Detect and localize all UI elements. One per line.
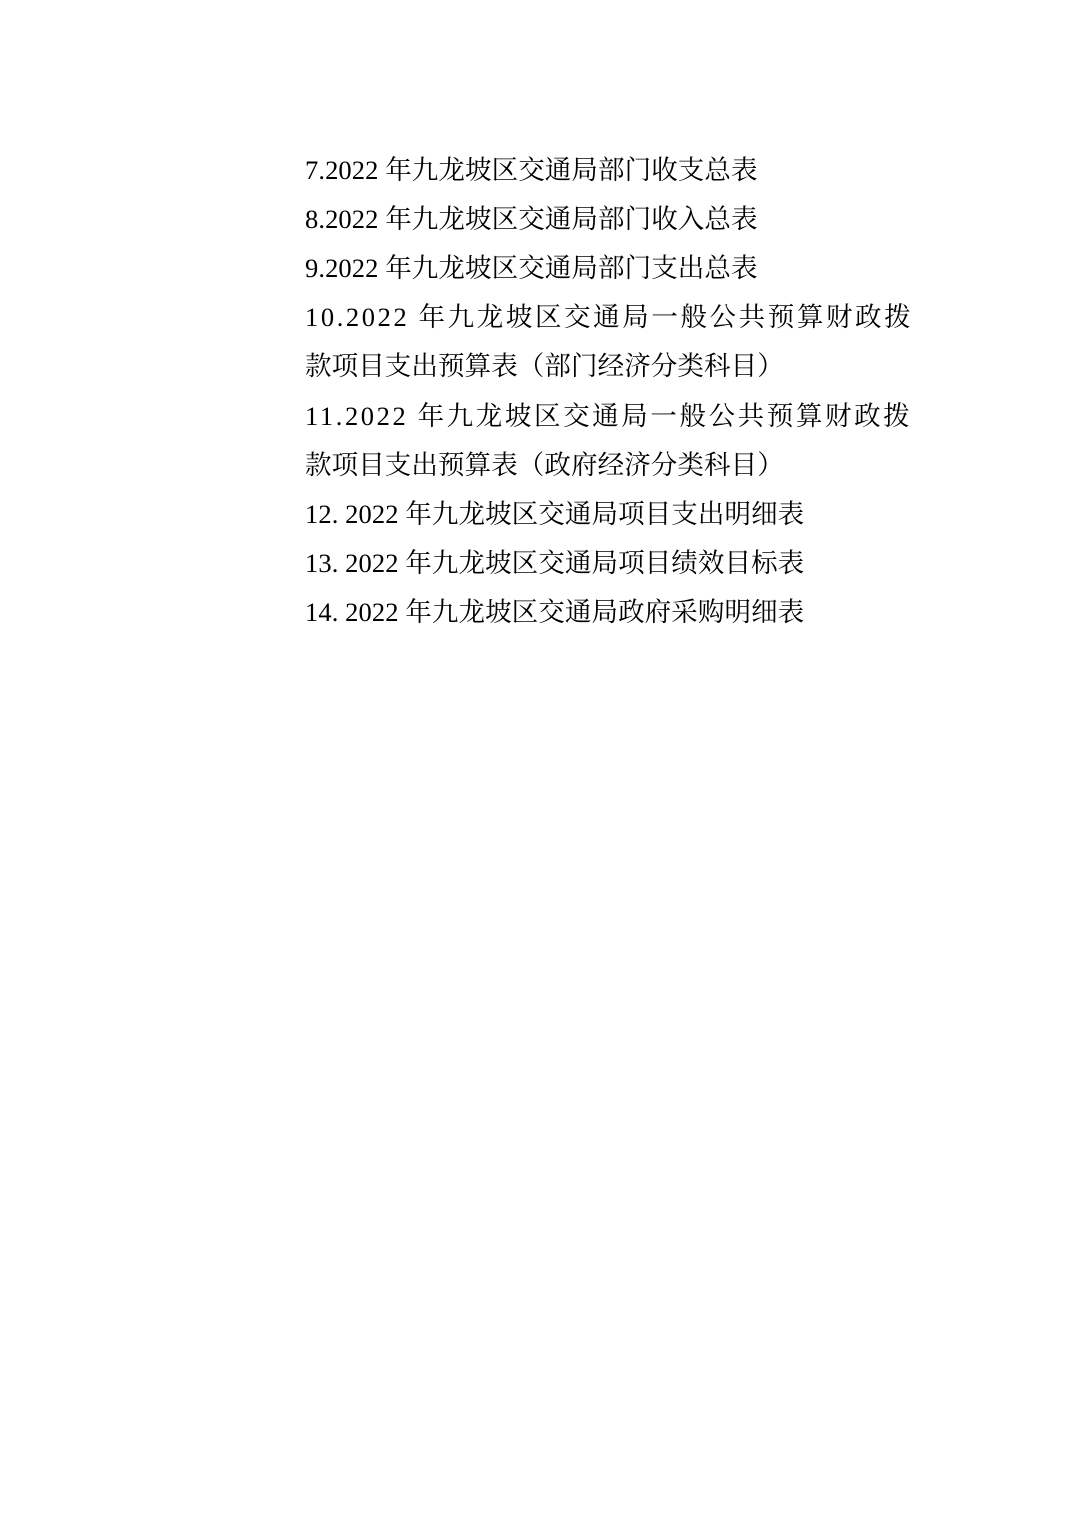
list-item-11-line-1: 11.2022 年九龙坡区交通局一般公共预算财政拨 bbox=[305, 400, 913, 431]
attachment-list bbox=[305, 143, 945, 634]
list-item-12: 12. 2022 年九龙坡区交通局项目支出明细表 bbox=[305, 498, 805, 529]
list-item-14: 14. 2022 年九龙坡区交通局政府采购明细表 bbox=[305, 596, 805, 627]
list-item-10-line-2: 款项目支出预算表（部门经济分类科目） bbox=[305, 351, 784, 382]
list-item-13: 13. 2022 年九龙坡区交通局项目绩效目标表 bbox=[305, 547, 805, 578]
list-item-11-line-2: 款项目支出预算表（政府经济分类科目） bbox=[305, 449, 784, 480]
list-item-7: 7.2022 年九龙坡区交通局部门收支总表 bbox=[305, 155, 758, 186]
list-item-8: 8.2022 年九龙坡区交通局部门收入总表 bbox=[305, 204, 758, 235]
list-item-10-line-1: 10.2022 年九龙坡区交通局一般公共预算财政拨 bbox=[305, 302, 914, 333]
list-item-9: 9.2022 年九龙坡区交通局部门支出总表 bbox=[305, 253, 758, 284]
